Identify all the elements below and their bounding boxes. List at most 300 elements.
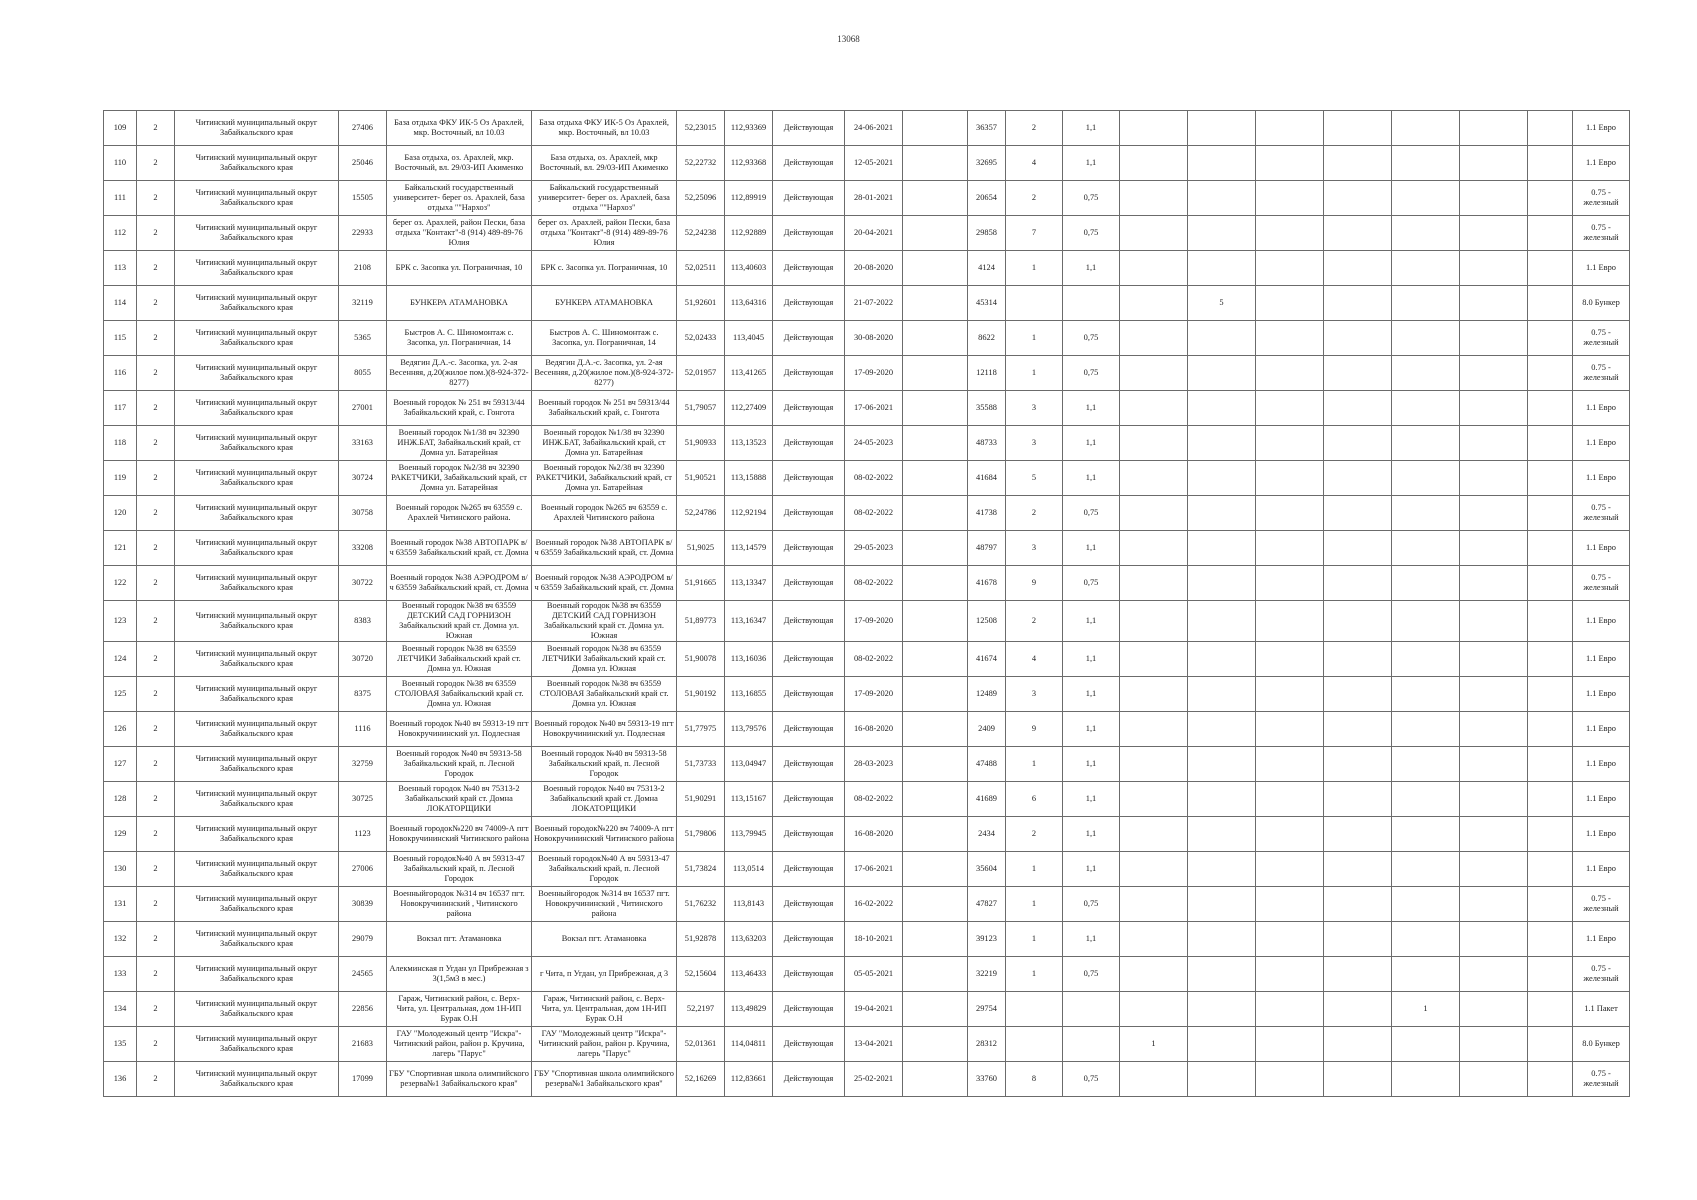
cell-col-19	[1392, 356, 1460, 391]
cell-col-21	[1528, 601, 1573, 642]
cell-row-number: 125	[104, 677, 137, 712]
cell-address: База отдыха, оз. Арахлей, мкр. Восточный, вл. 29/03-ИП Акименко	[387, 146, 532, 181]
cell-site-id: 27001	[339, 391, 387, 426]
cell-address: Гараж, Читинский район, с. Верх-Чита, ул. Центральная, дом 1Н-ИП Бурак О.Н	[387, 992, 532, 1027]
table-row	[104, 321, 1630, 356]
cell-longitude: 113,41265	[725, 356, 773, 391]
cell-container-type: 1.1 Евро	[1573, 461, 1630, 496]
cell-status: Действующая	[773, 496, 845, 531]
cell-date: 13-04-2021	[845, 1027, 903, 1062]
cell-col-21	[1528, 566, 1573, 601]
cell-address: Военный городок№220 вч 74009-А пгт Новокручининский Читинского района	[387, 817, 532, 852]
cell-site-name: Военный городок №38 АВТОПАРК в/ч 63559 Забайкальский край, ст. Домна	[532, 531, 677, 566]
cell-col-20	[1460, 712, 1528, 747]
cell-container-count: 1	[1006, 747, 1063, 782]
cell-col-17	[1256, 461, 1324, 496]
table-row	[104, 677, 1630, 712]
cell-row-number: 131	[104, 887, 137, 922]
table-row	[104, 461, 1630, 496]
cell-longitude: 112,27409	[725, 391, 773, 426]
cell-date: 19-04-2021	[845, 992, 903, 1027]
cell-longitude: 112,93369	[725, 111, 773, 146]
cell-date: 28-03-2023	[845, 747, 903, 782]
cell-row-number: 119	[104, 461, 137, 496]
cell-status: Действующая	[773, 642, 845, 677]
cell-longitude: 113,13523	[725, 426, 773, 461]
cell-col-18	[1324, 251, 1392, 286]
cell-col-15	[1120, 712, 1188, 747]
cell-col-20	[1460, 496, 1528, 531]
cell-row-number: 126	[104, 712, 137, 747]
cell-col-11	[903, 531, 968, 566]
cell-date: 08-02-2022	[845, 496, 903, 531]
cell-site-name: Военныйгородок №314 вч 16537 пгт. Новокручининский , Читинского района	[532, 887, 677, 922]
cell-volume: 0,75	[1063, 887, 1120, 922]
cell-volume: 0,75	[1063, 321, 1120, 356]
cell-container-type: 1.1 Евро	[1573, 251, 1630, 286]
cell-col-20	[1460, 181, 1528, 216]
table-row	[104, 216, 1630, 251]
cell-col-11	[903, 677, 968, 712]
cell-category: 2	[137, 251, 175, 286]
cell-latitude: 51,92601	[677, 286, 725, 321]
cell-col-17	[1256, 677, 1324, 712]
cell-longitude: 113,49829	[725, 992, 773, 1027]
cell-col-21	[1528, 1062, 1573, 1097]
cell-col-18	[1324, 461, 1392, 496]
cell-latitude: 51,90521	[677, 461, 725, 496]
table-row	[104, 782, 1630, 817]
cell-col-15	[1120, 286, 1188, 321]
cell-latitude: 52,01957	[677, 356, 725, 391]
cell-row-number: 115	[104, 321, 137, 356]
cell-category: 2	[137, 286, 175, 321]
cell-col-18	[1324, 957, 1392, 992]
cell-col-19	[1392, 426, 1460, 461]
cell-category: 2	[137, 321, 175, 356]
cell-col-19	[1392, 566, 1460, 601]
table-row	[104, 712, 1630, 747]
table-row	[104, 496, 1630, 531]
cell-address: Военный городок №2/38 вч 32390 РАКЕТЧИКИ, Забайкальский край, ст Домна ул. Батарейная	[387, 461, 532, 496]
cell-container-count: 3	[1006, 391, 1063, 426]
cell-col-11	[903, 1027, 968, 1062]
cell-col-16	[1188, 181, 1256, 216]
cell-col-20	[1460, 1027, 1528, 1062]
cell-address: Военный городок №40 вч 59313-58 Забайкальский край, п. Лесной Городок	[387, 747, 532, 782]
cell-col-18	[1324, 566, 1392, 601]
cell-address: Военный городок №38 АВТОПАРК в/ч 63559 Забайкальский край, ст. Домна	[387, 531, 532, 566]
cell-address: Военный городок №1/38 вч 32390 ИНЖ.БАТ, Забайкальский край, ст Домна ул. Батарейная	[387, 426, 532, 461]
cell-municipality: Читинский муниципальный округ Забайкальского края	[175, 817, 339, 852]
cell-col-19	[1392, 642, 1460, 677]
cell-container-count: 2	[1006, 111, 1063, 146]
cell-municipality: Читинский муниципальный округ Забайкальского края	[175, 111, 339, 146]
cell-category: 2	[137, 356, 175, 391]
cell-col-18	[1324, 111, 1392, 146]
cell-col-18	[1324, 782, 1392, 817]
cell-date: 08-02-2022	[845, 461, 903, 496]
cell-col-11	[903, 782, 968, 817]
table-row	[104, 286, 1630, 321]
cell-col-20	[1460, 321, 1528, 356]
cell-row-number: 113	[104, 251, 137, 286]
cell-col-18	[1324, 496, 1392, 531]
cell-col-15	[1120, 747, 1188, 782]
cell-category: 2	[137, 1062, 175, 1097]
cell-col-19	[1392, 391, 1460, 426]
cell-col-16	[1188, 677, 1256, 712]
cell-register-number: 12489	[968, 677, 1006, 712]
cell-col-19	[1392, 286, 1460, 321]
cell-col-15	[1120, 817, 1188, 852]
cell-site-name: Военный городок №265 вч 63559 с. Арахлей Читинского района	[532, 496, 677, 531]
cell-col-15	[1120, 957, 1188, 992]
cell-col-21	[1528, 642, 1573, 677]
cell-address: берег оз. Арахлей, район Пески, база отдыха "Контакт"-8 (914) 489-89-76 Юлия	[387, 216, 532, 251]
cell-volume	[1063, 1027, 1120, 1062]
cell-col-20	[1460, 957, 1528, 992]
cell-col-15	[1120, 642, 1188, 677]
cell-status: Действующая	[773, 922, 845, 957]
cell-register-number: 29754	[968, 992, 1006, 1027]
cell-volume: 1,1	[1063, 677, 1120, 712]
cell-col-16	[1188, 251, 1256, 286]
cell-register-number: 39123	[968, 922, 1006, 957]
cell-row-number: 128	[104, 782, 137, 817]
cell-site-name: Быстров А. С. Шиномонтаж с. Засопка, ул. Пограничная, 14	[532, 321, 677, 356]
cell-col-11	[903, 146, 968, 181]
cell-category: 2	[137, 1027, 175, 1062]
cell-longitude: 113,04947	[725, 747, 773, 782]
cell-latitude: 51,77975	[677, 712, 725, 747]
cell-address: Военный городок№40 А вч 59313-47 Забайкальский край, п. Лесной Городок	[387, 852, 532, 887]
cell-col-18	[1324, 1062, 1392, 1097]
cell-container-count: 1	[1006, 852, 1063, 887]
cell-status: Действующая	[773, 426, 845, 461]
cell-container-type: 0.75 - железный	[1573, 496, 1630, 531]
cell-volume: 1,1	[1063, 426, 1120, 461]
cell-latitude: 51,79057	[677, 391, 725, 426]
cell-row-number: 109	[104, 111, 137, 146]
cell-col-11	[903, 356, 968, 391]
cell-category: 2	[137, 677, 175, 712]
cell-site-id: 30724	[339, 461, 387, 496]
cell-longitude: 113,14579	[725, 531, 773, 566]
table-row	[104, 111, 1630, 146]
cell-col-16	[1188, 957, 1256, 992]
cell-volume: 1,1	[1063, 146, 1120, 181]
cell-col-19	[1392, 712, 1460, 747]
cell-date: 18-10-2021	[845, 922, 903, 957]
cell-municipality: Читинский муниципальный округ Забайкальского края	[175, 216, 339, 251]
cell-col-18	[1324, 286, 1392, 321]
cell-col-21	[1528, 1027, 1573, 1062]
cell-container-count: 1	[1006, 321, 1063, 356]
cell-col-17	[1256, 747, 1324, 782]
cell-container-count: 2	[1006, 601, 1063, 642]
cell-container-count: 7	[1006, 216, 1063, 251]
cell-col-17	[1256, 922, 1324, 957]
cell-container-type: 1.1 Евро	[1573, 146, 1630, 181]
cell-col-15	[1120, 321, 1188, 356]
table-row	[104, 642, 1630, 677]
cell-municipality: Читинский муниципальный округ Забайкальского края	[175, 712, 339, 747]
cell-category: 2	[137, 852, 175, 887]
cell-latitude: 51,90933	[677, 426, 725, 461]
cell-date: 30-08-2020	[845, 321, 903, 356]
cell-row-number: 118	[104, 426, 137, 461]
table-row	[104, 747, 1630, 782]
cell-latitude: 51,73824	[677, 852, 725, 887]
cell-row-number: 123	[104, 601, 137, 642]
cell-status: Действующая	[773, 321, 845, 356]
cell-volume	[1063, 992, 1120, 1027]
cell-col-20	[1460, 852, 1528, 887]
cell-col-19	[1392, 601, 1460, 642]
cell-volume: 0,75	[1063, 1062, 1120, 1097]
cell-col-19	[1392, 531, 1460, 566]
table-row	[104, 566, 1630, 601]
cell-volume: 0,75	[1063, 216, 1120, 251]
cell-col-19	[1392, 461, 1460, 496]
cell-site-id: 24565	[339, 957, 387, 992]
cell-status: Действующая	[773, 992, 845, 1027]
cell-municipality: Читинский муниципальный округ Забайкальского края	[175, 677, 339, 712]
cell-longitude: 114,04811	[725, 1027, 773, 1062]
cell-container-count: 1	[1006, 887, 1063, 922]
cell-col-15	[1120, 852, 1188, 887]
cell-date: 17-06-2021	[845, 391, 903, 426]
cell-date: 17-09-2020	[845, 601, 903, 642]
cell-category: 2	[137, 712, 175, 747]
cell-col-19	[1392, 1062, 1460, 1097]
cell-site-name: ГАУ "Молодежный центр "Искра"- Читинский район, район р. Кручина, лагерь "Парус"	[532, 1027, 677, 1062]
cell-latitude: 51,91665	[677, 566, 725, 601]
cell-col-17	[1256, 251, 1324, 286]
cell-volume: 1,1	[1063, 251, 1120, 286]
cell-col-15	[1120, 146, 1188, 181]
cell-col-21	[1528, 461, 1573, 496]
cell-col-15	[1120, 426, 1188, 461]
cell-col-11	[903, 496, 968, 531]
table-row	[104, 181, 1630, 216]
cell-col-15	[1120, 216, 1188, 251]
cell-row-number: 112	[104, 216, 137, 251]
cell-status: Действующая	[773, 1062, 845, 1097]
cell-site-id: 27006	[339, 852, 387, 887]
cell-date: 12-05-2021	[845, 146, 903, 181]
cell-site-id: 32119	[339, 286, 387, 321]
cell-col-21	[1528, 747, 1573, 782]
cell-municipality: Читинский муниципальный округ Забайкальского края	[175, 426, 339, 461]
cell-site-id: 32759	[339, 747, 387, 782]
cell-row-number: 120	[104, 496, 137, 531]
cell-date: 20-08-2020	[845, 251, 903, 286]
cell-container-count: 1	[1006, 251, 1063, 286]
cell-col-16	[1188, 747, 1256, 782]
cell-container-count: 8	[1006, 1062, 1063, 1097]
cell-col-17	[1256, 286, 1324, 321]
cell-address: Военный городок №38 вч 63559 ЛЕТЧИКИ Забайкальский край ст. Домна ул. Южная	[387, 642, 532, 677]
cell-container-type: 0.75 - железный	[1573, 181, 1630, 216]
cell-category: 2	[137, 391, 175, 426]
cell-col-15	[1120, 531, 1188, 566]
cell-col-11	[903, 321, 968, 356]
cell-container-type: 1.1 Евро	[1573, 782, 1630, 817]
cell-latitude: 51,90078	[677, 642, 725, 677]
cell-col-16	[1188, 1062, 1256, 1097]
cell-date: 20-04-2021	[845, 216, 903, 251]
table-row	[104, 426, 1630, 461]
cell-col-16	[1188, 601, 1256, 642]
cell-register-number: 48797	[968, 531, 1006, 566]
cell-col-17	[1256, 531, 1324, 566]
cell-col-11	[903, 286, 968, 321]
cell-volume: 0,75	[1063, 957, 1120, 992]
cell-col-19	[1392, 852, 1460, 887]
cell-col-18	[1324, 216, 1392, 251]
cell-col-17	[1256, 356, 1324, 391]
cell-col-16	[1188, 642, 1256, 677]
table-row	[104, 251, 1630, 286]
cell-site-id: 25046	[339, 146, 387, 181]
cell-volume: 1,1	[1063, 461, 1120, 496]
cell-col-20	[1460, 566, 1528, 601]
cell-date: 21-07-2022	[845, 286, 903, 321]
cell-site-name: г Чита, п Угдан, ул Прибрежная, д 3	[532, 957, 677, 992]
cell-site-name: Вокзал пгт. Атамановка	[532, 922, 677, 957]
cell-latitude: 52,23015	[677, 111, 725, 146]
cell-col-18	[1324, 852, 1392, 887]
cell-col-19	[1392, 677, 1460, 712]
cell-volume: 1,1	[1063, 817, 1120, 852]
cell-col-19	[1392, 251, 1460, 286]
cell-col-17	[1256, 181, 1324, 216]
cell-col-21	[1528, 391, 1573, 426]
cell-col-11	[903, 251, 968, 286]
cell-municipality: Читинский муниципальный округ Забайкальского края	[175, 642, 339, 677]
cell-site-name: Ведягин Д.А.-с. Засопка, ул. 2-ая Весенняя, д.20(жилое пом.)(8-924-372-8277)	[532, 356, 677, 391]
cell-col-16	[1188, 782, 1256, 817]
cell-container-type: 1.1 Евро	[1573, 747, 1630, 782]
cell-container-count: 2	[1006, 181, 1063, 216]
cell-row-number: 124	[104, 642, 137, 677]
cell-volume: 1,1	[1063, 531, 1120, 566]
cell-municipality: Читинский муниципальный округ Забайкальского края	[175, 852, 339, 887]
cell-status: Действующая	[773, 216, 845, 251]
cell-category: 2	[137, 957, 175, 992]
cell-container-count: 9	[1006, 712, 1063, 747]
cell-latitude: 51,73733	[677, 747, 725, 782]
cell-status: Действующая	[773, 747, 845, 782]
cell-date: 25-02-2021	[845, 1062, 903, 1097]
cell-site-id: 22933	[339, 216, 387, 251]
cell-col-17	[1256, 782, 1324, 817]
cell-date: 08-02-2022	[845, 642, 903, 677]
cell-col-11	[903, 922, 968, 957]
cell-date: 17-09-2020	[845, 677, 903, 712]
cell-container-type: 0.75 - железный	[1573, 321, 1630, 356]
cell-col-15	[1120, 391, 1188, 426]
cell-row-number: 110	[104, 146, 137, 181]
cell-col-20	[1460, 146, 1528, 181]
cell-col-21	[1528, 817, 1573, 852]
cell-col-18	[1324, 887, 1392, 922]
cell-col-19	[1392, 111, 1460, 146]
cell-status: Действующая	[773, 712, 845, 747]
cell-latitude: 51,89773	[677, 601, 725, 642]
cell-container-type: 0.75 - железный	[1573, 1062, 1630, 1097]
cell-col-11	[903, 887, 968, 922]
cell-register-number: 47827	[968, 887, 1006, 922]
cell-col-21	[1528, 712, 1573, 747]
cell-site-name: Военный городок №38 вч 63559 ДЕТСКИЙ САД ГОРНИЗОН Забайкальский край ст. Домна ул. Южная	[532, 601, 677, 642]
cell-col-20	[1460, 391, 1528, 426]
cell-col-11	[903, 852, 968, 887]
cell-status: Действующая	[773, 887, 845, 922]
cell-col-19	[1392, 216, 1460, 251]
table-row	[104, 391, 1630, 426]
cell-col-16	[1188, 817, 1256, 852]
cell-register-number: 41738	[968, 496, 1006, 531]
cell-col-17	[1256, 426, 1324, 461]
cell-address: Военный городок №265 вч 63559 с. Арахлей Читинского района.	[387, 496, 532, 531]
cell-register-number: 12118	[968, 356, 1006, 391]
cell-category: 2	[137, 747, 175, 782]
cell-container-type: 1.1 Евро	[1573, 852, 1630, 887]
cell-site-id: 8383	[339, 601, 387, 642]
cell-date: 16-08-2020	[845, 712, 903, 747]
cell-category: 2	[137, 496, 175, 531]
cell-volume: 1,1	[1063, 922, 1120, 957]
cell-col-21	[1528, 286, 1573, 321]
cell-site-name: Военный городок №1/38 вч 32390 ИНЖ.БАТ, Забайкальский край, ст Домна ул. Батарейная	[532, 426, 677, 461]
cell-col-11	[903, 747, 968, 782]
cell-col-17	[1256, 216, 1324, 251]
cell-register-number: 33760	[968, 1062, 1006, 1097]
cell-container-count: 2	[1006, 496, 1063, 531]
cell-site-name: Военный городок № 251 вч 59313/44 Забайкальский край, с. Гонгота	[532, 391, 677, 426]
cell-col-21	[1528, 992, 1573, 1027]
cell-municipality: Читинский муниципальный округ Забайкальского края	[175, 146, 339, 181]
cell-date: 28-01-2021	[845, 181, 903, 216]
cell-col-15: 1	[1120, 1027, 1188, 1062]
table-row	[104, 531, 1630, 566]
cell-longitude: 113,40603	[725, 251, 773, 286]
cell-longitude: 113,16855	[725, 677, 773, 712]
cell-col-11	[903, 642, 968, 677]
cell-col-11	[903, 601, 968, 642]
cell-col-17	[1256, 566, 1324, 601]
cell-col-16	[1188, 531, 1256, 566]
cell-row-number: 127	[104, 747, 137, 782]
cell-category: 2	[137, 426, 175, 461]
cell-site-name: Военный городок №38 АЭРОДРОМ в/ч 63559 Забайкальский край, ст. Домна	[532, 566, 677, 601]
cell-container-count: 1	[1006, 922, 1063, 957]
cell-col-17	[1256, 887, 1324, 922]
cell-volume: 1,1	[1063, 852, 1120, 887]
cell-site-id: 15505	[339, 181, 387, 216]
cell-col-16	[1188, 146, 1256, 181]
cell-col-18	[1324, 426, 1392, 461]
cell-col-17	[1256, 111, 1324, 146]
cell-volume: 1,1	[1063, 391, 1120, 426]
cell-volume	[1063, 286, 1120, 321]
cell-col-16	[1188, 111, 1256, 146]
cell-status: Действующая	[773, 601, 845, 642]
page-number: 13068	[837, 34, 860, 44]
